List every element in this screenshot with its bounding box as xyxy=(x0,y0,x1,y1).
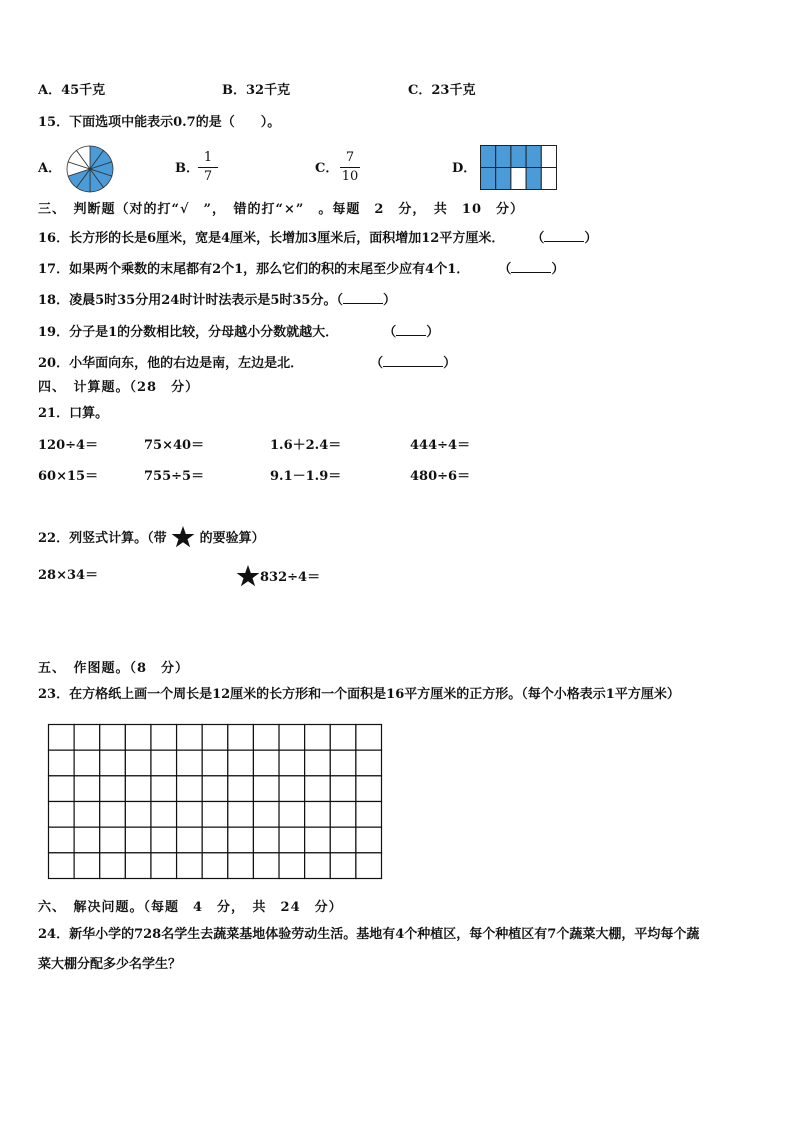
grid-square[interactable] xyxy=(177,827,203,853)
grid-cell xyxy=(481,168,496,190)
grid-square[interactable] xyxy=(330,853,356,879)
q17-text: 17．如果两个乘数的末尾都有2个1，那么它们的积的末尾至少应有4个1． xyxy=(38,262,470,277)
grid-square[interactable] xyxy=(202,725,228,751)
fraction-bar xyxy=(198,167,218,168)
q14-option-c xyxy=(408,83,475,99)
grid-cell xyxy=(496,168,511,190)
q15-label-c: C． xyxy=(315,161,339,176)
grid-square[interactable] xyxy=(305,827,331,853)
answer-paren-left: （ xyxy=(498,262,512,277)
answer-paren-left: （ xyxy=(336,293,343,308)
section-3-title: 三、 判断题（对的打“√ ”， 错的打“×” 。每题 2 分， 共 10 分） xyxy=(38,202,524,217)
q24-line-2: 菜大棚分配多少名学生？ xyxy=(38,957,182,972)
grid-square[interactable] xyxy=(202,827,228,853)
fraction-denominator: 10 xyxy=(341,169,359,184)
grid-square[interactable] xyxy=(74,776,100,802)
grid-square[interactable] xyxy=(151,725,177,751)
option-letter: A． xyxy=(38,83,62,98)
answer-paren-left: （ xyxy=(531,231,545,246)
grid-square[interactable] xyxy=(202,853,228,879)
grid-square[interactable] xyxy=(100,827,126,853)
fraction-numerator: 7 xyxy=(345,150,355,165)
grid-square[interactable] xyxy=(279,853,305,879)
q22-title-before: 22．列竖式计算。（带 xyxy=(38,531,167,546)
grid-square[interactable] xyxy=(305,802,331,828)
square-grid-paper[interactable] xyxy=(48,724,383,880)
grid-square[interactable] xyxy=(202,750,228,776)
option-letter: C． xyxy=(408,83,432,98)
grid-cell xyxy=(511,168,526,190)
grid-square[interactable] xyxy=(253,725,279,751)
q21-title: 21．口算。 xyxy=(38,406,109,421)
answer-blank[interactable] xyxy=(511,260,551,273)
answer-blank[interactable] xyxy=(544,229,584,242)
grid-square[interactable] xyxy=(228,802,254,828)
answer-paren-right: ） xyxy=(426,325,440,340)
calc-item: 75×40＝ xyxy=(144,438,205,453)
grid-square[interactable] xyxy=(177,853,203,879)
grid-square[interactable] xyxy=(356,853,382,879)
q18-text: 18．凌晨5时35分用24时计时法表示是5时35分。 xyxy=(38,293,337,308)
grid-square[interactable] xyxy=(356,776,382,802)
fraction-one-seventh xyxy=(198,150,218,185)
grid-square[interactable] xyxy=(330,802,356,828)
grid-square[interactable] xyxy=(125,827,151,853)
q20-text: 20．小华面向东，他的右边是南，左边是北． xyxy=(38,356,304,371)
grid-square[interactable] xyxy=(228,725,254,751)
option-letter: B． xyxy=(222,83,246,98)
grid-square[interactable] xyxy=(305,725,331,751)
grid-square[interactable] xyxy=(74,750,100,776)
grid-square[interactable] xyxy=(74,725,100,751)
grid-square[interactable] xyxy=(305,853,331,879)
q15-label-a: A． xyxy=(38,161,62,176)
answer-paren-right: ） xyxy=(443,356,457,371)
grid-square[interactable] xyxy=(253,802,279,828)
grid-square[interactable] xyxy=(100,853,126,879)
option-text: 23千克 xyxy=(431,83,476,98)
calc-item: 9.1－1.9＝ xyxy=(270,469,342,484)
grid-square[interactable] xyxy=(279,725,305,751)
grid-square[interactable] xyxy=(305,776,331,802)
fraction-numerator: 1 xyxy=(203,150,213,165)
pie-chart-icon xyxy=(65,144,115,194)
answer-blank[interactable] xyxy=(383,354,443,367)
q16-text: 16．长方形的长是6厘米，宽是4厘米，长增加3厘米后，面积增加12平方厘米． xyxy=(38,231,505,246)
q22-title-after: 的要验算） xyxy=(199,531,265,546)
q17 xyxy=(38,260,564,278)
answer-paren-right: ） xyxy=(551,262,565,277)
grid-square[interactable] xyxy=(253,853,279,879)
grid-square[interactable] xyxy=(151,853,177,879)
grid-square[interactable] xyxy=(253,776,279,802)
grid-square[interactable] xyxy=(49,853,75,879)
grid-square[interactable] xyxy=(253,750,279,776)
star-icon xyxy=(171,526,195,548)
grid-square[interactable] xyxy=(177,802,203,828)
grid-square[interactable] xyxy=(228,827,254,853)
q22-title xyxy=(38,526,265,548)
grid-square[interactable] xyxy=(125,853,151,879)
grid-cell xyxy=(526,168,541,190)
star-icon xyxy=(236,565,260,587)
grid-square[interactable] xyxy=(100,725,126,751)
grid-square[interactable] xyxy=(330,750,356,776)
q18 xyxy=(38,291,396,309)
answer-paren-left: （ xyxy=(383,325,397,340)
section-6-title: 六、 解决问题。（每题 4 分， 共 24 分） xyxy=(38,900,343,915)
q23-text: 23．在方格纸上画一个周长是12厘米的长方形和一个面积是16平方厘米的正方形。（每个小格表示1平方厘米） xyxy=(38,687,680,702)
grid-square[interactable] xyxy=(279,802,305,828)
grid-square[interactable] xyxy=(151,776,177,802)
grid-square[interactable] xyxy=(279,776,305,802)
fraction-bar xyxy=(340,167,360,168)
grid-square[interactable] xyxy=(279,827,305,853)
section-5-title: 五、 作图题。（8 分） xyxy=(38,661,190,676)
q16 xyxy=(38,229,597,247)
grid-square[interactable] xyxy=(177,725,203,751)
calc-item: 1.6＋2.4＝ xyxy=(270,438,342,453)
grid-square[interactable] xyxy=(74,827,100,853)
q14-option-b xyxy=(222,83,290,99)
grid-square[interactable] xyxy=(74,802,100,828)
calc-item: 755÷5＝ xyxy=(144,469,205,484)
grid-square[interactable] xyxy=(177,750,203,776)
q15-label-d: D． xyxy=(452,161,477,176)
grid-cell xyxy=(541,168,556,190)
grid-square[interactable] xyxy=(202,802,228,828)
grid-square[interactable] xyxy=(356,725,382,751)
answer-blank[interactable] xyxy=(343,291,383,304)
grid-square[interactable] xyxy=(177,776,203,802)
answer-blank[interactable] xyxy=(396,323,426,336)
grid-square[interactable] xyxy=(100,776,126,802)
grid-square[interactable] xyxy=(100,750,126,776)
grid-cell xyxy=(511,146,526,168)
grid-square[interactable] xyxy=(151,802,177,828)
grid-square[interactable] xyxy=(330,776,356,802)
calc-item: 60×15＝ xyxy=(38,469,99,484)
grid-square[interactable] xyxy=(330,827,356,853)
q20 xyxy=(38,354,456,372)
answer-paren-left: （ xyxy=(370,356,384,371)
q15-stem: 15．下面选项中能表示0.7的是（ ）。 xyxy=(38,115,281,130)
grid-square[interactable] xyxy=(228,750,254,776)
grid-square[interactable] xyxy=(228,776,254,802)
grid-square[interactable] xyxy=(49,802,75,828)
q14-option-a xyxy=(38,83,105,99)
grid-square[interactable] xyxy=(356,802,382,828)
grid-cell xyxy=(481,146,496,168)
calc-item: 480÷6＝ xyxy=(410,469,471,484)
grid-square[interactable] xyxy=(330,725,356,751)
q22-expr-2-text: 832÷4＝ xyxy=(260,570,321,585)
grid-cell xyxy=(526,146,541,168)
q19-text: 19．分子是1的分数相比较，分母越小分数就越大． xyxy=(38,325,339,340)
grid-square[interactable] xyxy=(356,750,382,776)
calc-item: 120÷4＝ xyxy=(38,438,99,453)
grid-square[interactable] xyxy=(125,750,151,776)
calc-item: 444÷4＝ xyxy=(410,438,471,453)
shaded-grid-icon xyxy=(480,145,557,190)
fraction-seven-tenths xyxy=(340,150,360,185)
fraction-denominator: 7 xyxy=(203,169,213,184)
grid-square[interactable] xyxy=(228,853,254,879)
section-4-title: 四、 计算题。（28 分） xyxy=(38,380,200,395)
grid-square[interactable] xyxy=(74,853,100,879)
grid-square[interactable] xyxy=(151,750,177,776)
q22-expr-1: 28×34＝ xyxy=(38,568,99,583)
grid-square[interactable] xyxy=(202,776,228,802)
grid-square[interactable] xyxy=(253,827,279,853)
q24-line-1: 24．新华小学的728名学生去蔬菜基地体验劳动生活。基地有4个种植区，每个种植区有7个蔬菜大棚，平均每个蔬 xyxy=(38,927,700,942)
answer-paren-right: ） xyxy=(584,231,598,246)
q19 xyxy=(38,323,439,341)
grid-square[interactable] xyxy=(49,725,75,751)
grid-square[interactable] xyxy=(49,827,75,853)
grid-square[interactable] xyxy=(100,802,126,828)
grid-square[interactable] xyxy=(125,776,151,802)
answer-paren-right: ） xyxy=(382,293,396,308)
grid-cell xyxy=(496,146,511,168)
grid-square[interactable] xyxy=(49,776,75,802)
grid-cell xyxy=(541,146,556,168)
grid-square[interactable] xyxy=(125,725,151,751)
grid-square[interactable] xyxy=(356,827,382,853)
grid-square[interactable] xyxy=(49,750,75,776)
grid-square[interactable] xyxy=(279,750,305,776)
grid-square[interactable] xyxy=(151,827,177,853)
grid-square[interactable] xyxy=(305,750,331,776)
q22-expr-2 xyxy=(236,565,320,587)
option-text: 45千克 xyxy=(61,83,106,98)
option-text: 32千克 xyxy=(246,83,291,98)
grid-square[interactable] xyxy=(125,802,151,828)
q15-label-b: B． xyxy=(175,161,199,176)
